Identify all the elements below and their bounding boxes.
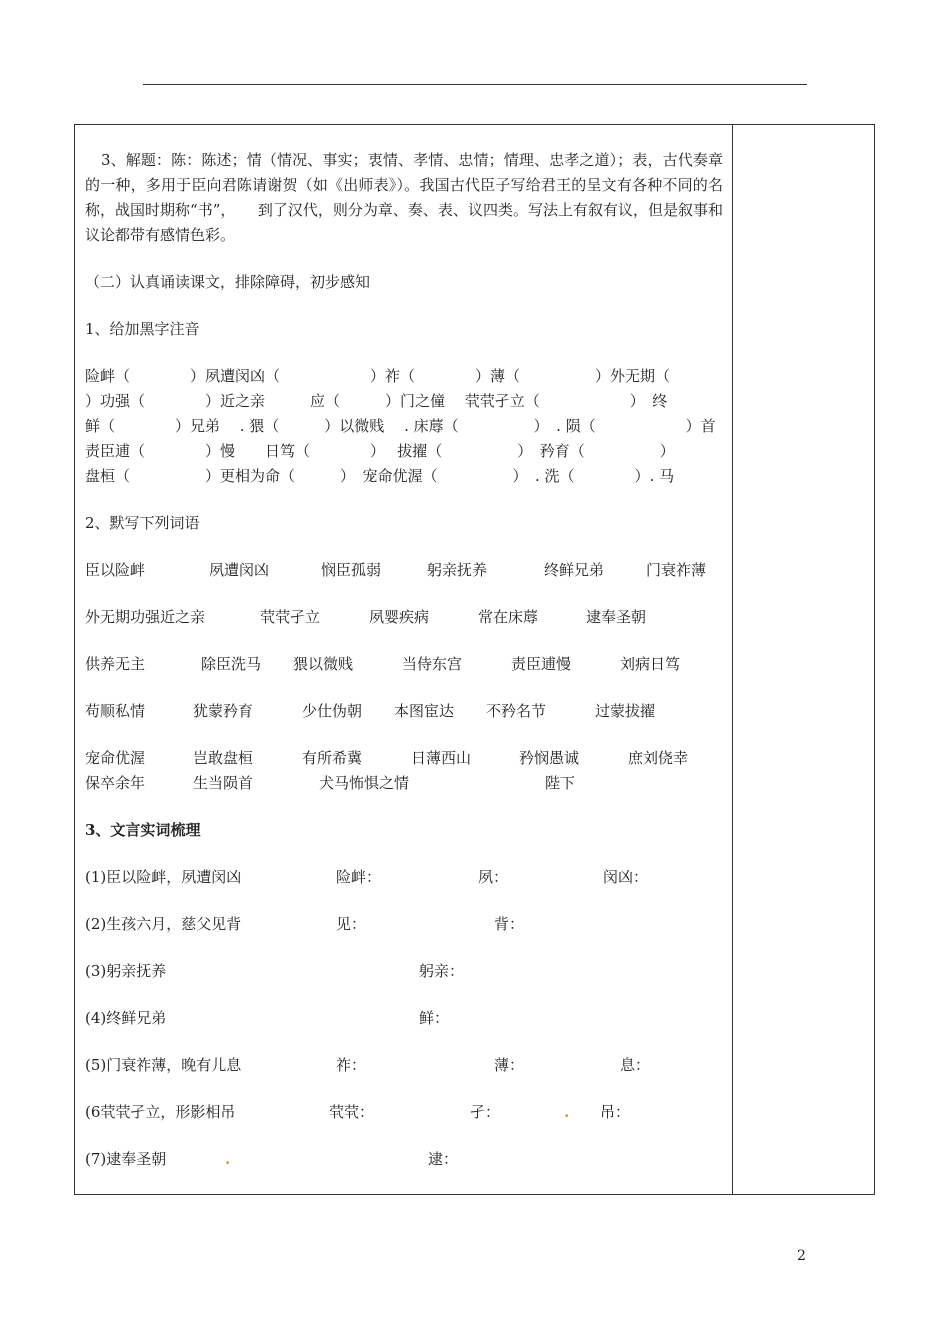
vocab-term: 茕茕： <box>329 1103 375 1121</box>
decoration-dot: . <box>225 1150 231 1168</box>
word: 逮奉圣朝 <box>586 608 647 626</box>
vocab-sentence: (5)门衰祚薄，晚有儿息 <box>85 1056 242 1074</box>
word: 犬马怖惧之情 <box>319 774 410 792</box>
part-3-title: 3、文言实词梳理 <box>85 821 201 839</box>
pinyin-line: 责臣逋（ ）慢 日笃（ ） 拔擢（ ） 矜育（ ） <box>85 442 675 460</box>
word-row <box>85 652 723 677</box>
vocab-item <box>85 1006 723 1031</box>
word: 当侍东宫 <box>402 655 463 673</box>
word: 夙婴疾病 <box>369 608 430 626</box>
vocab-term: 逮： <box>428 1150 459 1168</box>
word: 外无期功强近之亲 <box>85 608 206 626</box>
word-row <box>85 558 723 583</box>
table-column-divider <box>732 124 733 1195</box>
word: 过蒙拔擢 <box>595 702 656 720</box>
section-2-title: （二）认真诵读课文，排除障碍，初步感知 <box>85 273 371 291</box>
word: 终鲜兄弟 <box>544 561 605 579</box>
vocab-term: 见： <box>336 915 367 933</box>
word: 门衰祚薄 <box>646 561 707 579</box>
vocab-term: 薄： <box>494 1056 525 1074</box>
pinyin-line: ）功强（ ）近之亲 应（ ）门之僮 茕茕孑立（ ） 终 <box>85 392 668 410</box>
word: 本图宦达 <box>394 702 455 720</box>
word: 保卒余年 <box>85 774 146 792</box>
vocab-sentence: (3)躬亲抚养 <box>85 962 167 980</box>
word: 悯臣孤弱 <box>321 561 382 579</box>
word: 庶刘侥幸 <box>628 749 689 767</box>
intro-paragraph: 3、解题：陈：陈述；情（情况、事实；衷情、孝情、忠情；情理、忠孝之道）；表，古代奏章的一种，多用于臣向君陈请谢贺（如《出师表》）。我国古代臣子写给君王的呈文有各种不同的名称，战国时期称“书”， 到了汉代，则分为章、奏、表、议四类。写法上有叙有议，但是叙事和议论都带有感情色彩。 <box>85 151 723 244</box>
word-row <box>85 746 723 771</box>
vocab-item <box>85 1100 723 1125</box>
vocab-term: 孑： <box>470 1103 501 1121</box>
vocab-term: 背： <box>494 915 525 933</box>
vocab-term: 闵凶： <box>603 868 649 886</box>
word: 臣以险衅 <box>85 561 146 579</box>
word: 夙遭闵凶 <box>209 561 270 579</box>
word: 犹蒙矜育 <box>193 702 254 720</box>
vocab-sentence: (7)逮奉圣朝 <box>85 1150 167 1168</box>
vocab-item <box>85 1147 723 1172</box>
vocab-term: 躬亲： <box>419 962 465 980</box>
word: 不矜名节 <box>486 702 547 720</box>
word: 岂敢盘桓 <box>193 749 254 767</box>
word: 猥以微贱 <box>293 655 354 673</box>
vocab-sentence: (6茕茕孑立，形影相吊 <box>85 1103 236 1121</box>
header-rule <box>143 84 807 85</box>
vocab-term: 夙： <box>478 868 509 886</box>
word-row <box>85 771 723 796</box>
vocab-item <box>85 1053 723 1078</box>
word: 有所希冀 <box>302 749 363 767</box>
word: 除臣洗马 <box>201 655 262 673</box>
pinyin-line: 鲜（ ）兄弟 . 猥（ ）以微贱 . 床蓐（ ） . 陨（ ）首 <box>85 417 716 435</box>
vocab-item <box>85 959 723 984</box>
vocab-sentence: (2)生孩六月，慈父见背 <box>85 915 242 933</box>
vocab-item <box>85 912 723 937</box>
word: 供养无主 <box>85 655 146 673</box>
word: 责臣逋慢 <box>511 655 572 673</box>
word-row <box>85 699 723 724</box>
word: 刘病日笃 <box>620 655 681 673</box>
pinyin-line: 险衅（ ）夙遭闵凶（ ）祚（ ）薄（ ）外无期（ <box>85 367 671 385</box>
word: 宠命优渥 <box>85 749 146 767</box>
word: 矜悯愚诚 <box>519 749 580 767</box>
word: 茕茕孑立 <box>260 608 321 626</box>
vocab-term: 吊： <box>600 1103 631 1121</box>
word: 生当陨首 <box>193 774 254 792</box>
word: 常在床蓐 <box>478 608 539 626</box>
part-2-title: 2、默写下列词语 <box>85 514 200 532</box>
page-number: 2 <box>797 1248 806 1264</box>
vocab-term: 鲜： <box>419 1009 450 1027</box>
word-row <box>85 605 723 630</box>
word: 陛下 <box>545 774 576 792</box>
pinyin-line: 盘桓（ ）更相为命（ ） 宠命优渥（ ） . 洗（ ）. 马 <box>85 467 675 485</box>
main-content <box>85 148 723 1172</box>
vocab-sentence: (4)终鲜兄弟 <box>85 1009 167 1027</box>
vocab-term: 险衅： <box>336 868 382 886</box>
vocab-term: 祚： <box>336 1056 367 1074</box>
vocab-term: 息： <box>620 1056 651 1074</box>
part-1-title: 1、给加黑字注音 <box>85 320 200 338</box>
vocab-item <box>85 865 723 890</box>
word: 日薄西山 <box>411 749 472 767</box>
word: 苟顺私情 <box>85 702 146 720</box>
word: 躬亲抚养 <box>427 561 488 579</box>
decoration-dot: . <box>564 1103 570 1121</box>
vocab-sentence: (1)臣以险衅，夙遭闵凶 <box>85 868 242 886</box>
word: 少仕伪朝 <box>302 702 363 720</box>
